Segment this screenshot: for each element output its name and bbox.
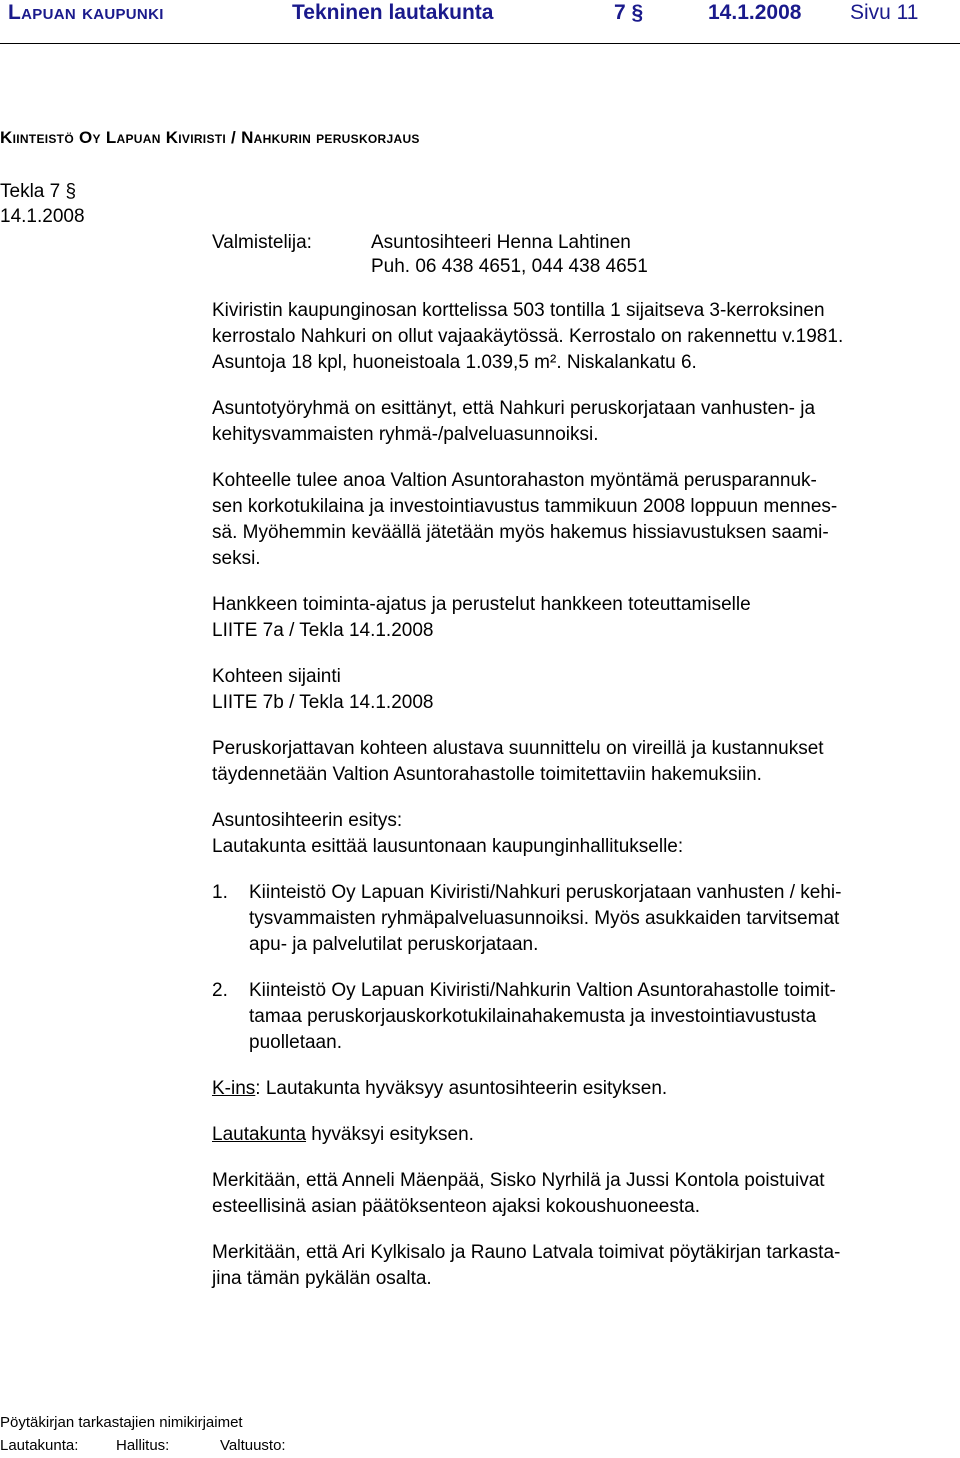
- list-number: 2.: [212, 980, 228, 1001]
- footer-council-label: Valtuusto:: [220, 1437, 286, 1454]
- text-line: Kiinteistö Oy Lapuan Kiviristi/Nahkuri peruskorjataan vanhusten / kehi-: [249, 882, 842, 903]
- text-line: täydennetään Valtion Asuntorahastolle toimitettaviin hakemuksiin.: [212, 764, 762, 785]
- paragraph-planning-status: [212, 736, 952, 788]
- preparer-name: Asuntosihteeri Henna Lahtinen: [371, 232, 631, 253]
- paragraph-working-group-proposal: [212, 396, 952, 448]
- paragraph-property-description: [212, 298, 952, 376]
- text-line: Asuntotyöryhmä on esittänyt, että Nahkuri peruskorjataan vanhusten- ja: [212, 398, 816, 419]
- footer-initials-label: Pöytäkirjan tarkastajien nimikirjaimet: [0, 1414, 243, 1431]
- text-line: esteellisinä asian päätöksenteon ajaksi kokoushuoneesta.: [212, 1196, 700, 1217]
- text-line: sä. Myöhemmin keväällä jätetään myös hakemus hissiavustuksen saami-: [212, 522, 829, 543]
- paragraph-minute-checkers: [212, 1240, 952, 1292]
- text-line: Hankkeen toiminta-ajatus ja perustelut hankkeen toteuttamiselle: [212, 594, 751, 615]
- meeting-date: 14.1.2008: [0, 206, 85, 227]
- header-page-number: Sivu 11: [850, 1, 919, 24]
- kins-label: K-ins: [212, 1078, 256, 1099]
- text-line: tamaa peruskorjauskorkotukilainahakemusta ja investointiavustusta: [249, 1006, 817, 1027]
- text-line: Asuntoja 18 kpl, huoneistoala 1.039,5 m². Niskalankatu 6.: [212, 352, 697, 373]
- header-board-name: Tekninen lautakunta: [292, 1, 494, 24]
- text-line: Asuntosihteerin esitys:: [212, 810, 403, 831]
- footer-government-label: Hallitus:: [116, 1437, 170, 1454]
- text-line: tysvammaisten ryhmäpalveluasunnoiksi. Myös asukkaiden tarvitsemat: [249, 908, 840, 929]
- header-divider: [0, 43, 960, 44]
- decision-text: hyväksyi esityksen.: [306, 1124, 474, 1145]
- text-line: jina tämän pykälän osalta.: [212, 1268, 432, 1289]
- decision-label: Lautakunta: [212, 1124, 307, 1145]
- text-line: Kohteen sijainti: [212, 666, 341, 687]
- text-line: kehitysvammaisten ryhmä-/palveluasunnoiksi.: [212, 424, 599, 445]
- header-section-number: 7 §: [614, 1, 644, 24]
- footer-board-label: Lautakunta:: [0, 1437, 79, 1454]
- text-line: Peruskorjattavan kohteen alustava suunnittelu on vireillä ja kustannukset: [212, 738, 824, 759]
- paragraph-attachment-7b: [212, 664, 952, 716]
- text-line: LIITE 7b / Tekla 14.1.2008: [212, 692, 434, 713]
- paragraph-funding-application: [212, 468, 952, 572]
- text-line: apu- ja palvelutilat peruskorjataan.: [249, 934, 539, 955]
- text-line: LIITE 7a / Tekla 14.1.2008: [212, 620, 434, 641]
- paragraph-recusal-note: [212, 1168, 952, 1220]
- meeting-reference: Tekla 7 §: [0, 181, 77, 202]
- text-line: Merkitään, että Ari Kylkisalo ja Rauno Latvala toimivat pöytäkirjan tarkasta-: [212, 1242, 841, 1263]
- kins-text: : Lautakunta hyväksyy asuntosihteerin esityksen.: [255, 1078, 668, 1099]
- text-line: [212, 1076, 952, 1102]
- paragraph-proposal-intro: [212, 808, 952, 860]
- text-line: [212, 1122, 952, 1148]
- list-number: 1.: [212, 882, 228, 903]
- document-title: Kiinteistö Oy Lapuan Kiviristi / Nahkurin peruskorjaus: [0, 128, 420, 147]
- text-line: seksi.: [212, 548, 261, 569]
- proposal-item-1: [212, 880, 952, 958]
- preparer-phone: Puh. 06 438 4651, 044 438 4651: [371, 256, 648, 277]
- preparer-label: Valmistelija:: [212, 232, 312, 253]
- proposal-item-2: [212, 978, 952, 1056]
- paragraph-kins: [212, 1076, 952, 1102]
- text-line: Kiviristin kaupunginosan korttelissa 503 tontilla 1 sijaitseva 3-kerroksinen: [212, 300, 825, 321]
- text-line: puolletaan.: [249, 1032, 342, 1053]
- text-line: Merkitään, että Anneli Mäenpää, Sisko Nyrhilä ja Jussi Kontola poistuivat: [212, 1170, 825, 1191]
- text-line: sen korkotukilaina ja investointiavustus tammikuun 2008 loppuun mennes-: [212, 496, 838, 517]
- text-line: Kiinteistö Oy Lapuan Kiviristi/Nahkurin Valtion Asuntorahastolle toimit-: [249, 980, 836, 1001]
- paragraph-attachment-7a: [212, 592, 952, 644]
- text-line: kerrostalo Nahkuri on ollut vajaakäytössä. Kerrostalo on rakennettu v.1981.: [212, 326, 844, 347]
- header-organization: Lapuan kaupunki: [8, 1, 164, 24]
- paragraph-decision: [212, 1122, 952, 1148]
- text-line: Lautakunta esittää lausuntonaan kaupunginhallitukselle:: [212, 836, 684, 857]
- document-body: [212, 298, 952, 1312]
- header-date: 14.1.2008: [708, 1, 802, 24]
- text-line: Kohteelle tulee anoa Valtion Asuntorahaston myöntämä perusparannuk-: [212, 470, 817, 491]
